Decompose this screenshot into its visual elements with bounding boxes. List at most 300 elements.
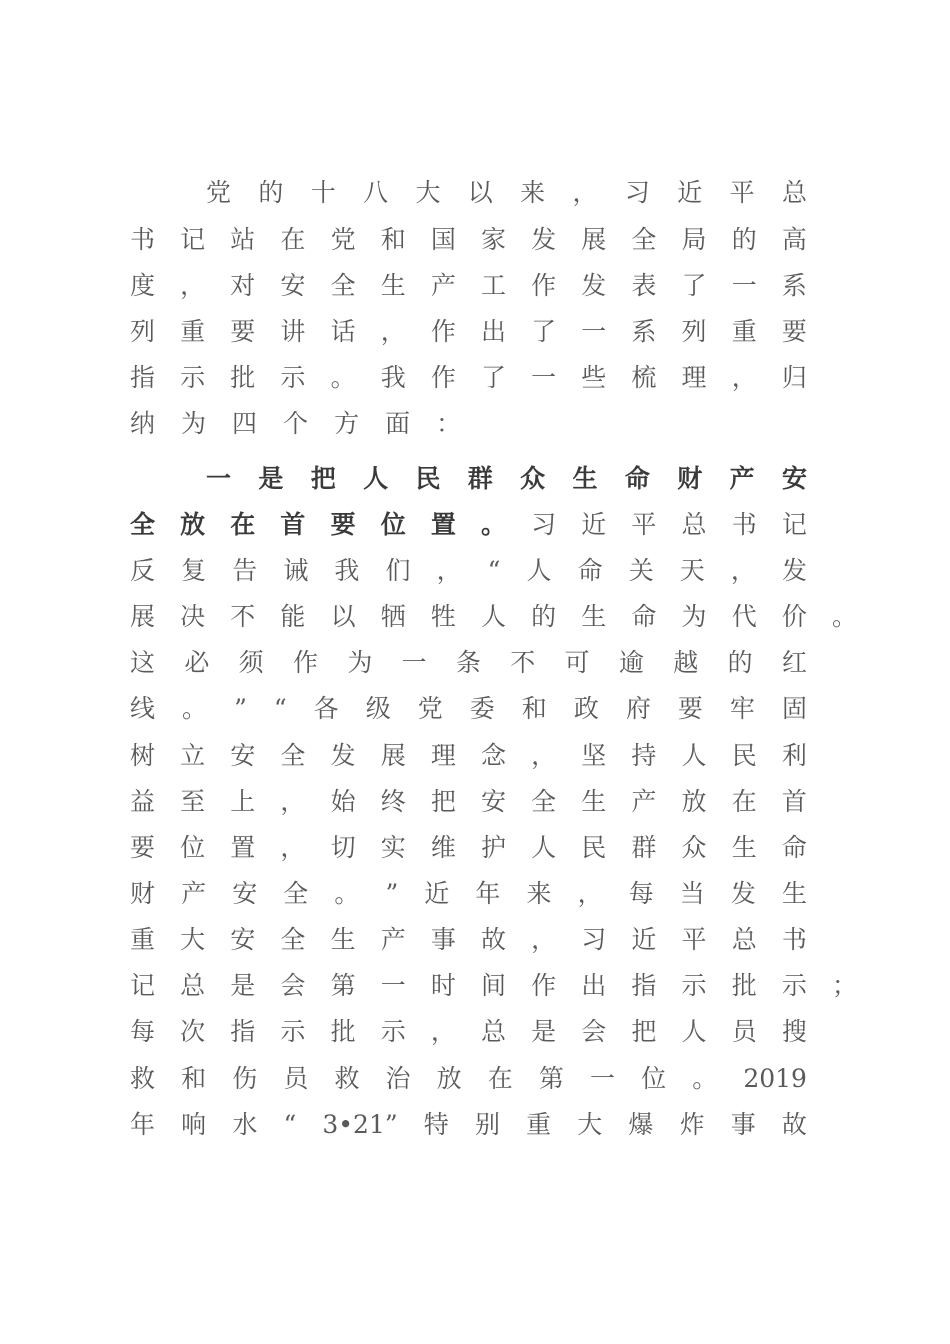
text-char: 每 [130, 1017, 156, 1046]
text-char: 人 [531, 833, 557, 862]
text-char: 诫 [283, 556, 309, 585]
text-line [130, 693, 807, 725]
text-char: 生 [781, 879, 807, 908]
text-char: 全 [130, 510, 156, 539]
text-char: 全 [330, 271, 356, 300]
text-char: 要 [781, 317, 807, 346]
text-char: 八 [363, 178, 389, 207]
text-char: 工 [480, 271, 506, 300]
text-char: 总 [781, 178, 807, 207]
text-char: 群 [467, 464, 493, 493]
text-char: 财 [130, 879, 156, 908]
text-char: 作 [430, 317, 456, 346]
text-char: 实 [380, 833, 406, 862]
text-char: 民 [415, 464, 441, 493]
text-char: 反 [130, 556, 156, 585]
text-char: 人 [480, 602, 506, 631]
text-char: 来 [526, 879, 552, 908]
text-char: 树 [130, 741, 156, 770]
text-char: 批 [230, 363, 256, 392]
text-char: 要 [677, 694, 703, 723]
text-char: ， [436, 556, 462, 585]
text-char: 全 [531, 787, 557, 816]
text-char: 安 [232, 879, 258, 908]
text-char: 系 [631, 317, 657, 346]
text-char: 安 [781, 464, 807, 493]
text-char: 年 [475, 879, 501, 908]
text-char: 一 [380, 971, 406, 1000]
text-char: 安 [480, 787, 506, 816]
text-char: 命 [624, 464, 650, 493]
text-char: 故 [480, 925, 506, 954]
text-char: 时 [430, 971, 456, 1000]
text-char: 了 [531, 317, 557, 346]
text-char: 平 [631, 510, 657, 539]
text-char: 的 [727, 648, 753, 677]
text-char: 命 [781, 833, 807, 862]
text-char: ， [380, 317, 406, 346]
text-char: 方 [334, 409, 360, 438]
text-line [206, 177, 807, 209]
text-char: 作 [531, 271, 557, 300]
text-line [130, 408, 461, 440]
text-char: 全 [280, 741, 306, 770]
text-char: 大 [577, 1110, 603, 1139]
text-char: “ [283, 1110, 297, 1139]
text-char: 出 [581, 971, 607, 1000]
text-char: 全 [631, 225, 657, 254]
text-char: ” [234, 694, 247, 723]
text-line [130, 1109, 807, 1141]
text-char: 重 [180, 317, 206, 346]
text-line [130, 970, 807, 1002]
text-char: 年 [130, 1110, 156, 1139]
text-char: 众 [681, 833, 707, 862]
text-char: 伤 [232, 1064, 258, 1093]
text-char: 理 [430, 741, 456, 770]
text-char: 和 [380, 225, 406, 254]
text-char: 切 [330, 833, 356, 862]
text-char: 在 [731, 787, 757, 816]
text-char: 作 [292, 648, 318, 677]
text-char: 员 [283, 1064, 309, 1093]
text-char: 救 [130, 1064, 156, 1093]
text-char: 出 [480, 317, 506, 346]
text-char: 在 [230, 510, 256, 539]
text-char: 纳 [130, 409, 156, 438]
text-char: 财 [677, 464, 703, 493]
text-char: ， [280, 787, 306, 816]
text-char: 生 [581, 602, 607, 631]
text-char: 首 [781, 787, 807, 816]
text-char: 来 [520, 178, 546, 207]
text-char: 牢 [729, 694, 755, 723]
text-char: ， [577, 879, 603, 908]
text-line [130, 601, 807, 633]
text-char: 十 [310, 178, 336, 207]
text-char: ” [385, 879, 399, 908]
text-char: 响 [181, 1110, 207, 1139]
text-char: 平 [681, 925, 707, 954]
text-char: 以 [330, 602, 356, 631]
text-char: 要 [130, 833, 156, 862]
text-char: 大 [180, 925, 206, 954]
text-char: 。 [334, 879, 360, 908]
text-char: 重 [130, 925, 156, 954]
text-line [130, 270, 807, 302]
text-char: 产 [430, 271, 456, 300]
text-char: 决 [180, 602, 206, 631]
text-char: 家 [480, 225, 506, 254]
text-char: 些 [581, 363, 607, 392]
text-char: 是 [258, 464, 284, 493]
text-char: 代 [731, 602, 757, 631]
text-char: 复 [181, 556, 207, 585]
text-char: 生 [330, 925, 356, 954]
text-char: 政 [573, 694, 599, 723]
text-char: 产 [181, 879, 207, 908]
text-char: 员 [731, 1017, 757, 1046]
text-char: 示 [180, 363, 206, 392]
text-char: 每 [628, 879, 654, 908]
text-char: 的 [731, 225, 757, 254]
text-char: 习 [581, 925, 607, 954]
text-char: 位 [641, 1064, 667, 1093]
text-char: 了 [681, 271, 707, 300]
text-char: ， [730, 556, 756, 585]
text-char: 讲 [280, 317, 306, 346]
text-char: 记 [130, 971, 156, 1000]
text-line [130, 224, 807, 256]
overflow-punctuation: 。 [832, 602, 858, 631]
text-char: 生 [380, 271, 406, 300]
text-char: 始 [330, 787, 356, 816]
text-char: 立 [180, 741, 206, 770]
text-char: 党 [206, 178, 232, 207]
text-char: “ [273, 694, 287, 723]
text-char: 全 [283, 879, 309, 908]
text-char: 价 [781, 602, 807, 631]
text-char: 平 [729, 178, 755, 207]
text-char: 国 [430, 225, 456, 254]
text-char: 为 [347, 648, 373, 677]
text-char: 要 [330, 510, 356, 539]
text-line [130, 924, 807, 956]
text-char: 示 [681, 971, 707, 1000]
text-line [130, 878, 807, 910]
text-char: 众 [520, 464, 546, 493]
text-char: 四 [232, 409, 258, 438]
text-char: 指 [631, 971, 657, 1000]
text-char: 命 [631, 602, 657, 631]
text-char: 首 [280, 510, 306, 539]
text-char: ： [436, 409, 462, 438]
text-char: 发 [581, 271, 607, 300]
text-char: 近 [677, 178, 703, 207]
text-char: 固 [781, 694, 807, 723]
text-char: 天 [679, 556, 705, 585]
text-char: 把 [310, 464, 336, 493]
text-char: 记 [180, 225, 206, 254]
text-char: 炸 [679, 1110, 705, 1139]
text-char: 指 [130, 363, 156, 392]
text-char: 展 [130, 602, 156, 631]
text-char: 批 [330, 1017, 356, 1046]
text-char: 利 [781, 741, 807, 770]
text-char: 产 [380, 925, 406, 954]
text-char: 书 [781, 925, 807, 954]
text-char: 。 [692, 1064, 718, 1093]
text-char: 的 [531, 602, 557, 631]
text-char: 3•21” [322, 1110, 398, 1139]
text-line [130, 832, 807, 864]
text-char: 党 [417, 694, 443, 723]
text-char: 第 [538, 1064, 564, 1093]
text-char: 指 [230, 1017, 256, 1046]
text-char: 间 [480, 971, 506, 1000]
text-char: 在 [487, 1064, 513, 1093]
text-char: 2019 [743, 1064, 807, 1093]
text-char: 发 [531, 225, 557, 254]
text-char: 放 [180, 510, 206, 539]
text-char: ， [180, 271, 206, 300]
text-char: 生 [581, 787, 607, 816]
text-char: ， [430, 1017, 456, 1046]
text-char: 位 [180, 833, 206, 862]
text-char: 。 [480, 510, 506, 539]
text-char: ， [280, 833, 306, 862]
text-char: 民 [731, 741, 757, 770]
text-line [130, 1063, 807, 1095]
text-char: 水 [232, 1110, 258, 1139]
text-char: 必 [184, 648, 210, 677]
text-char: 这 [130, 648, 156, 677]
text-char: 群 [631, 833, 657, 862]
text-char: 治 [385, 1064, 411, 1093]
text-char: 放 [681, 787, 707, 816]
text-char: 。 [330, 363, 356, 392]
text-char: 安 [230, 925, 256, 954]
text-char: 会 [280, 971, 306, 1000]
text-char: ， [531, 925, 557, 954]
text-char: 的 [258, 178, 284, 207]
text-char: 牲 [430, 602, 456, 631]
text-char: 告 [232, 556, 258, 585]
text-char: ， [531, 741, 557, 770]
text-char: 各 [313, 694, 339, 723]
text-char: 能 [280, 602, 306, 631]
text-char: 话 [330, 317, 356, 346]
text-char: 越 [673, 648, 699, 677]
text-char: 列 [681, 317, 707, 346]
text-char: 习 [624, 178, 650, 207]
text-char: 发 [330, 741, 356, 770]
text-char: 位 [380, 510, 406, 539]
text-char: 红 [781, 648, 807, 677]
text-char: 条 [455, 648, 481, 677]
text-char: 人 [681, 741, 707, 770]
text-char: 特 [423, 1110, 449, 1139]
text-char: 生 [731, 833, 757, 862]
text-char: 一 [206, 464, 232, 493]
text-char: 维 [430, 833, 456, 862]
text-char: 系 [781, 271, 807, 300]
text-char: 作 [531, 971, 557, 1000]
text-char: 产 [729, 464, 755, 493]
text-char: 上 [230, 787, 256, 816]
text-char: 为 [181, 409, 207, 438]
text-line [130, 509, 807, 541]
text-char: “ [487, 556, 501, 585]
text-char: 以 [467, 178, 493, 207]
text-char: 一 [401, 648, 427, 677]
text-line [130, 1016, 807, 1048]
text-line [206, 463, 807, 495]
text-char: 了 [480, 363, 506, 392]
text-char: 置 [230, 833, 256, 862]
text-line [130, 555, 807, 587]
text-char: 别 [474, 1110, 500, 1139]
text-char: 归 [781, 363, 807, 392]
text-char: 置 [430, 510, 456, 539]
text-char: ， [572, 178, 598, 207]
text-char: 安 [230, 741, 256, 770]
text-char: 对 [230, 271, 256, 300]
text-char: 终 [380, 787, 406, 816]
text-char: 第 [330, 971, 356, 1000]
text-char: 府 [625, 694, 651, 723]
text-char: 命 [577, 556, 603, 585]
text-char: 示 [280, 363, 306, 392]
text-char: 民 [581, 833, 607, 862]
text-char: 重 [731, 317, 757, 346]
text-char: 总 [180, 971, 206, 1000]
text-char: 级 [365, 694, 391, 723]
text-char: 作 [430, 363, 456, 392]
text-char: 是 [531, 1017, 557, 1046]
text-char: 人 [681, 1017, 707, 1046]
text-char: ， [731, 363, 757, 392]
text-char: 总 [681, 510, 707, 539]
text-char: 总 [731, 925, 757, 954]
text-char: 要 [230, 317, 256, 346]
text-char: 全 [280, 925, 306, 954]
text-char: 示 [280, 1017, 306, 1046]
text-char: 不 [510, 648, 536, 677]
text-char: 近 [424, 879, 450, 908]
text-char: 人 [363, 464, 389, 493]
text-char: 委 [469, 694, 495, 723]
overflow-punctuation: ； [832, 971, 858, 1000]
text-char: 可 [564, 648, 590, 677]
text-char: 是 [230, 971, 256, 1000]
text-char: 站 [230, 225, 256, 254]
text-char: 一 [731, 271, 757, 300]
text-char: 把 [631, 1017, 657, 1046]
text-char: 大 [415, 178, 441, 207]
text-char: 记 [781, 510, 807, 539]
text-char: 我 [334, 556, 360, 585]
text-char: 在 [280, 225, 306, 254]
text-char: 逾 [618, 648, 644, 677]
text-char: 度 [130, 271, 156, 300]
text-char: 习 [531, 510, 557, 539]
text-char: 和 [181, 1064, 207, 1093]
text-char: 示 [781, 971, 807, 1000]
text-char: 一 [531, 363, 557, 392]
text-char: 念 [480, 741, 506, 770]
text-char: 个 [283, 409, 309, 438]
text-char: 近 [581, 510, 607, 539]
text-line [130, 647, 807, 679]
text-char: 护 [480, 833, 506, 862]
text-char: 批 [731, 971, 757, 1000]
text-char: 把 [430, 787, 456, 816]
text-char: 爆 [628, 1110, 654, 1139]
text-char: 不 [230, 602, 256, 631]
text-char: 总 [480, 1017, 506, 1046]
text-char: 救 [334, 1064, 360, 1093]
text-char: 和 [521, 694, 547, 723]
text-char: 发 [781, 556, 807, 585]
text-char: 展 [581, 225, 607, 254]
text-char: 当 [679, 879, 705, 908]
text-char: 理 [681, 363, 707, 392]
text-char: 我 [380, 363, 406, 392]
text-char: 关 [628, 556, 654, 585]
text-char: 搜 [781, 1017, 807, 1046]
text-char: 梳 [631, 363, 657, 392]
text-char: 列 [130, 317, 156, 346]
text-char: 一 [589, 1064, 615, 1093]
text-char: 表 [631, 271, 657, 300]
text-char: 人 [526, 556, 552, 585]
text-line [130, 786, 807, 818]
text-char: 产 [631, 787, 657, 816]
text-char: 线 [130, 694, 156, 723]
text-char: 高 [781, 225, 807, 254]
text-char: 牺 [380, 602, 406, 631]
text-char: 局 [681, 225, 707, 254]
text-char: 持 [631, 741, 657, 770]
text-char: 为 [681, 602, 707, 631]
text-char: 。 [182, 694, 208, 723]
text-line [130, 362, 807, 394]
text-char: 书 [731, 510, 757, 539]
text-char: 党 [330, 225, 356, 254]
text-char: 益 [130, 787, 156, 816]
text-char: 至 [180, 787, 206, 816]
text-char: 事 [730, 1110, 756, 1139]
text-char: 们 [385, 556, 411, 585]
text-char: 放 [436, 1064, 462, 1093]
text-char: 坚 [581, 741, 607, 770]
text-char: 生 [572, 464, 598, 493]
text-char: 会 [581, 1017, 607, 1046]
text-char: 须 [238, 648, 264, 677]
text-char: 安 [280, 271, 306, 300]
text-char: 次 [180, 1017, 206, 1046]
text-char: 故 [781, 1110, 807, 1139]
text-line [130, 740, 807, 772]
text-char: 书 [130, 225, 156, 254]
text-char: 展 [380, 741, 406, 770]
text-char: 发 [730, 879, 756, 908]
text-char: 近 [631, 925, 657, 954]
text-char: 示 [380, 1017, 406, 1046]
text-char: 事 [430, 925, 456, 954]
text-line [130, 316, 807, 348]
